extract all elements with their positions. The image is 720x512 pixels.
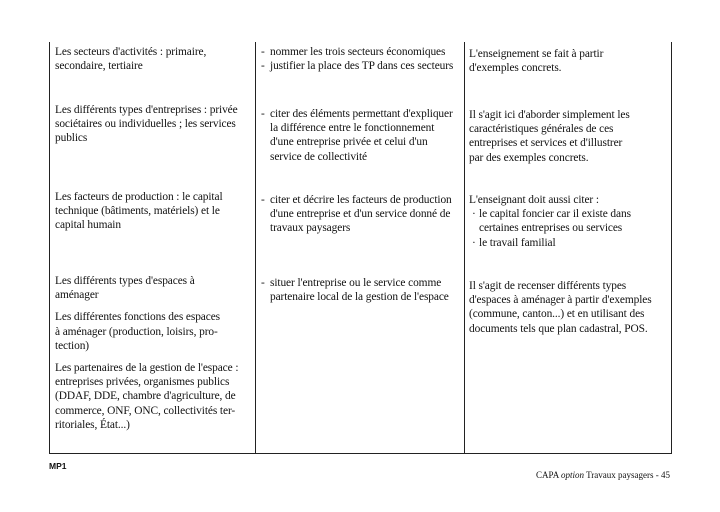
row3-topic: Les facteurs de production : le capital technique (bâtiments, matériels) et le capital humain xyxy=(55,191,223,232)
row2-comments: Il s'agit ici d'aborder simplement les caractéristiques générales de ces entreprises et services et d'illustrer par des exemples concrets. xyxy=(469,109,630,164)
row1-comments: L'enseignement se fait à partir d'exemples concrets. xyxy=(469,48,604,75)
topic-block: Les différentes fonctions des espaces à aménager (production, loisirs, pro- tection) xyxy=(55,311,220,352)
footer-page-info: CAPA option Travaux paysagers - 45 xyxy=(536,470,670,480)
row2-topic: Les différents types d'entreprises : privée sociétaires ou individuelles ; les services publics xyxy=(55,104,238,145)
row3-comments: L'enseignant doit aussi citer : · le capital foncier car il existe dans certaines entreprises ou services · le travail familial xyxy=(469,193,669,250)
list-item: - nommer les trois secteurs économiques xyxy=(261,46,446,58)
column-divider-2 xyxy=(464,42,465,453)
curriculum-table xyxy=(49,42,672,454)
list-item: - justifier la place des TP dans ces secteurs xyxy=(261,60,454,73)
row1-objectives xyxy=(261,45,471,73)
row1-topic: Les secteurs d'activités : primaire, secondaire, tertiaire xyxy=(55,46,207,73)
topic-block: Les différents types d'espaces à aménager xyxy=(55,275,195,302)
list-item: · le capital foncier car il existe dans certaines entreprises ou services xyxy=(472,208,631,235)
list-item: - citer et décrire les facteurs de production d'une entreprise et d'un service donné de travaux paysagers xyxy=(261,194,452,235)
row4-topic xyxy=(55,274,255,432)
list-item: · le travail familial xyxy=(472,236,556,249)
row4-objectives xyxy=(261,276,471,304)
topic-block: Les partenaires de la gestion de l'espace : entreprises privées, organismes publics (DDAF, DDE, chambre d'agriculture, de commerce, ONF, ONC, collectivités ter- ritoriales, État...) xyxy=(55,362,239,431)
row3-objectives xyxy=(261,193,471,236)
list-item: - citer des éléments permettant d'expliquer la différence entre le fonctionnement d'une entreprise privée et celui d'un service de collectivité xyxy=(261,108,453,163)
row2-objectives xyxy=(261,107,471,164)
column-divider-1 xyxy=(255,42,256,453)
row4-comments: Il s'agit de recenser différents types d'espaces à aménager à partir d'exemples (commune, canton...) et en utilisant des documents tels que plan cadastral, POS. xyxy=(469,280,652,335)
list-item: - situer l'entreprise ou le service comme partenaire local de la gestion de l'espace xyxy=(261,277,449,304)
footer-module-code: MP1 xyxy=(49,461,67,471)
